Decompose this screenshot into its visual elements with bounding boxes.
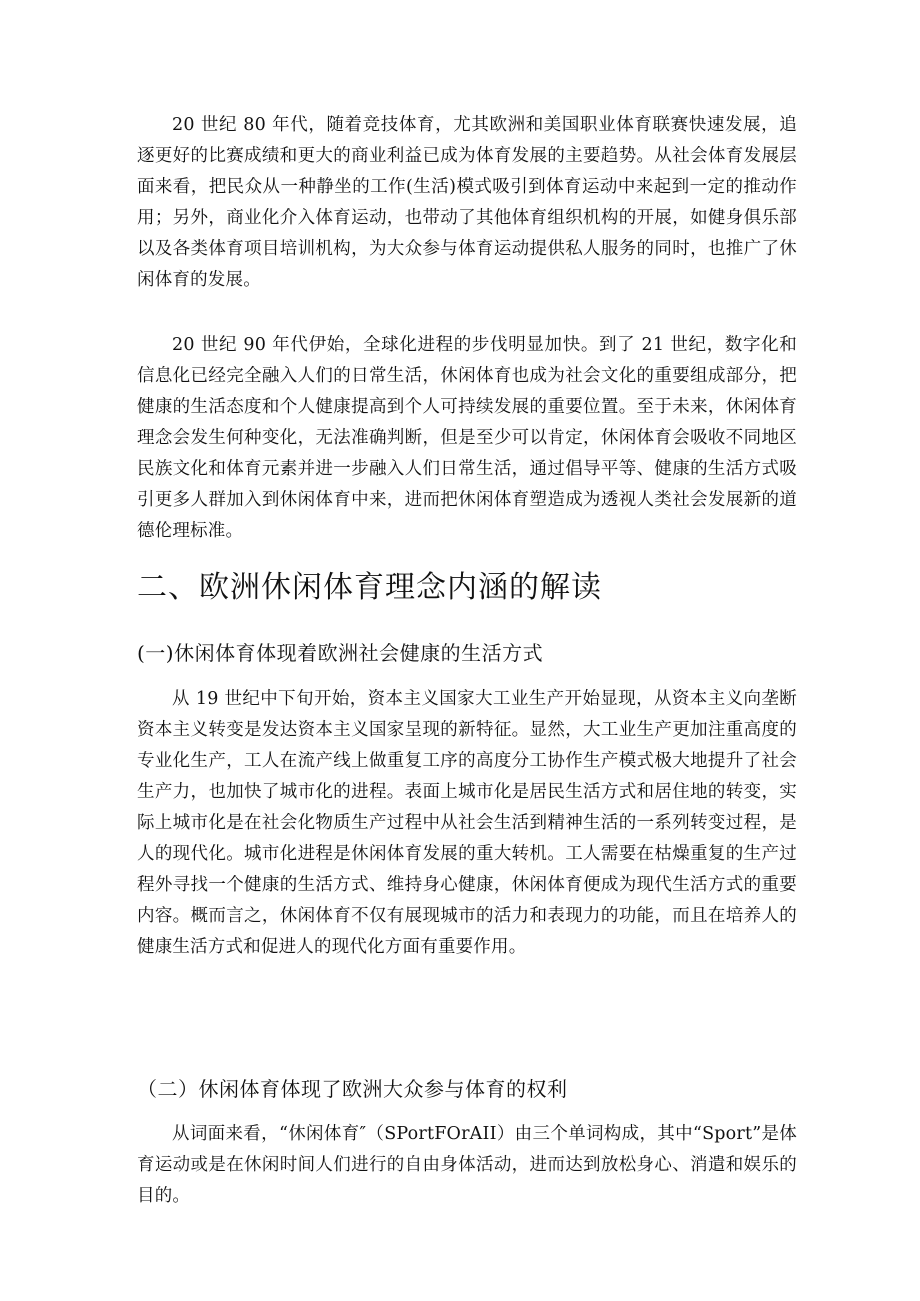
paragraph-19th-century: 从 19 世纪中下旬开始，资本主义国家大工业生产开始显现，从资本主义向垄断资本主义转变是发达资本主义国家呈现的新特征。显然，大工业生产更加注重高度的专业化生产，工人在流产线上做重复工序的高度分工协作生产模式极大地提升了社会生产力，也加快了城市化的进程。表面上城市化是居民生活方式和居住地的转变，实际上城市化是在社会化物质生产过程中从社会生活到精神生活的一系列转变过程，是人的现代化。城市化进程是休闲体育发展的重大转机。工人需要在枯燥重复的生产过程外寻找一个健康的生活方式、维持身心健康，休闲体育便成为现代生活方式的重要内容。概而言之，休闲体育不仅有展现城市的活力和表现力的功能，而且在培养人的健康生活方式和促进人的现代化方面有重要作用。 — [137, 689, 797, 957]
subsection-heading-2: （二）休闲体育体现了欧洲大众参与体育的权利 — [137, 1077, 568, 1101]
paragraph-1980s: 20 世纪 80 年代，随着竞技体育，尤其欧洲和美国职业体育联赛快速发展，追逐更好的比赛成绩和更大的商业利益已成为体育发展的主要趋势。从社会体育发展层面来看，把民众从一种静坐的工作(生活)模式吸引到体育运动中来起到一定的推动作用；另外，商业化介入体育运动，也带动了其他体育组织机构的开展，如健身俱乐部以及各类体育项目培训机构，为大众参与体育运动提供私人服务的同时，也推广了休闲体育的发展。 — [137, 115, 797, 290]
section-heading: 二、欧洲休闲体育理念内涵的解读 — [137, 570, 602, 605]
subsection-heading-1: (一)休闲体育体现着欧洲社会健康的生活方式 — [137, 641, 544, 665]
paragraph-1990s: 20 世纪 90 年代伊始，全球化进程的步伐明显加快。到了 21 世纪，数字化和信息化已经完全融入人们的日常生活，休闲体育也成为社会文化的重要组成部分，把健康的生活态度和个人健康提高到个人可持续发展的重要位置。至于未来，休闲体育理念会发生何种变化，无法准确判断，但是至少可以肯定，休闲体育会吸收不同地区民族文化和体育元素并进一步融入人们日常生活，通过倡导平等、健康的生活方式吸引更多人群加入到休闲体育中来，进而把休闲体育塑造成为透视人类社会发展新的道德伦理标准。 — [137, 335, 797, 541]
paragraph-sport-for-all: 从词面来看，“休闲体育″（SPortFOrAII）由三个单词构成，其中“Sport”是体育运动或是在休闲时间人们进行的自由身体活动，进而达到放松身心、消遣和娱乐的目的。 — [137, 1124, 797, 1206]
